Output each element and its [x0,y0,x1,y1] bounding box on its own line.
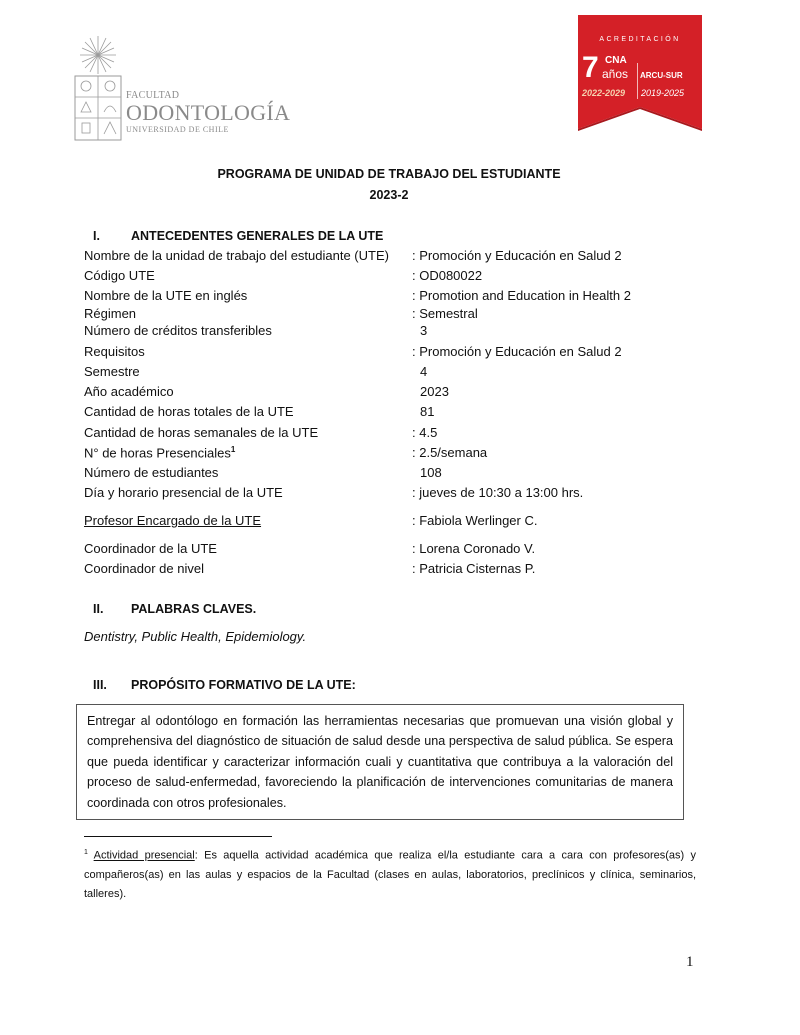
info-row [84,364,724,382]
row-value: 108 [420,465,442,480]
row-label: Cantidad de horas semanales de la UTE [84,425,319,440]
badge-divider [637,63,638,99]
purpose-text: Entregar al odontólogo en formación las herramientas necesarias que promuevan una visión global y comprehensiva del diagnóstico de situación de salud desde una perspectiva de salud pública. Se espera que pueda identificar y caracterizar información cuali y cuantitativa que contribuya a la valoración del proceso de salud-enfermedad, favoreciendo la planificación de intervenciones comunitarias de manera coordinada con otros profesionales. [87,714,673,810]
row-label: Requisitos [84,344,145,359]
badge-years-number: 7 [582,51,599,84]
footnote [84,843,696,904]
accreditation-badge [578,15,702,140]
row-value: : jueves de 10:30 a 13:00 hrs. [412,485,584,500]
badge-title: ACREDITACIÓN [599,36,681,43]
row-label: Régimen [84,306,137,321]
info-row [84,425,724,443]
badge-arcu-years: 2019-2025 [641,88,685,98]
section-2-number: II. [93,602,104,616]
row-label: Número de estudiantes [84,465,219,480]
info-row [84,541,724,559]
row-value: : Promoción y Educación en Salud 2 [412,344,622,359]
row-label: Semestre [84,364,140,379]
faculty-logo [72,34,291,144]
info-row [84,306,724,324]
row-label: Número de créditos transferibles [84,323,272,338]
footnote-reference: 1 [230,445,236,454]
footnote-separator [84,836,272,837]
logo-faculty-label: FACULTAD [126,90,180,101]
logo-university-name: UNIVERSIDAD DE CHILE [126,125,229,134]
footnote-text: : Es aquella actividad académica que realiza el/la estudiante cara a cara con profesores(as) y compañeros(as) en las aulas y espacios de la Facultad (clases en aulas, laboratorios, preclínicos y clínica, seminarios, talleres). [84,849,696,900]
section-3-title: PROPÓSITO FORMATIVO DE LA UTE: [131,678,356,692]
row-label: Día y horario presencial de la UTE [84,485,283,500]
section-3-number: III. [93,678,107,692]
footnote-marker: 1 [84,849,88,856]
badge-cna-years: 2022-2029 [582,88,626,98]
info-row [84,384,724,402]
university-crest-icon [72,34,124,142]
keywords-text: Dentistry, Public Health, Epidemiology. [84,629,307,644]
row-label: Coordinador de nivel [84,561,204,576]
row-value: 2023 [420,384,449,399]
row-value: : Patricia Cisternas P. [412,561,536,576]
section-2-title: PALABRAS CLAVES. [131,602,257,616]
row-value: : Fabiola Werlinger C. [412,513,538,528]
section-1-number: I. [93,229,100,243]
row-label: Código UTE [84,268,155,283]
row-label: Profesor Encargado de la UTE [84,513,262,528]
info-row [84,465,724,483]
row-label: Nombre de la UTE en inglés [84,288,248,303]
row-value: : Lorena Coronado V. [412,541,536,556]
document-year: 2023-2 [369,188,409,202]
info-row [84,513,724,531]
row-value: : Promoción y Educación en Salud 2 [412,248,622,263]
row-label: Coordinador de la UTE [84,541,217,556]
purpose-box [76,704,684,820]
row-label-text: N° de horas Presenciales [84,445,231,461]
row-label: Nombre de la unidad de trabajo del estudiante (UTE) [84,248,389,263]
info-row [84,288,724,306]
row-value: 3 [420,323,428,338]
logo-faculty-name: ODONTOLOGÍA [126,100,291,125]
section-1-title: ANTECEDENTES GENERALES DE LA UTE [131,229,384,243]
badge-years-word: años [602,67,629,81]
badge-cna-label: CNA [605,55,627,66]
row-value: : OD080022 [412,268,483,283]
row-label [84,445,235,460]
row-value: 81 [420,404,435,419]
row-label: Año académico [84,384,174,399]
info-row [84,248,724,266]
info-row [84,268,724,286]
badge-arcu-label: ARCU-SUR [640,71,683,80]
logo-text [126,90,290,135]
row-value: : 2.5/semana [412,445,488,460]
row-value: : Promotion and Education in Health 2 [412,288,631,303]
row-value: : Semestral [412,306,478,321]
info-row [84,485,724,503]
document-title: PROGRAMA DE UNIDAD DE TRABAJO DEL ESTUDIANTE [217,167,561,181]
info-row [84,323,724,341]
row-value: : 4.5 [412,425,438,440]
row-value: 4 [420,364,428,379]
info-row [84,561,724,579]
info-row [84,445,724,463]
row-label: Cantidad de horas totales de la UTE [84,404,294,419]
info-row [84,404,724,422]
page-number: 1 [686,954,694,970]
info-row [84,344,724,362]
footnote-term: Actividad presencial [93,849,195,862]
